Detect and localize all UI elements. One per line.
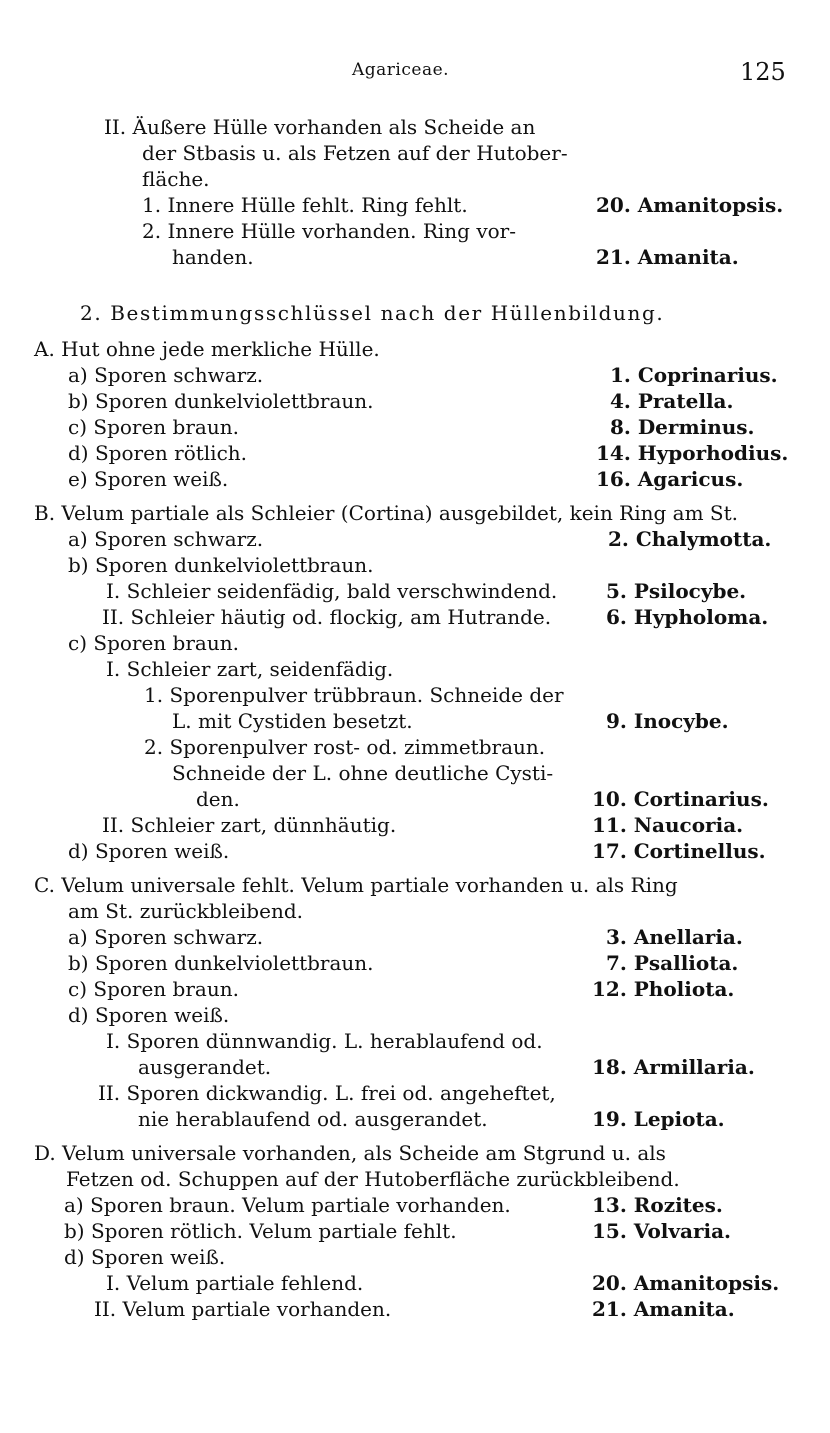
key-line: L. mit Cystiden besetzt.	[172, 709, 413, 733]
key-line: fläche.	[142, 167, 210, 191]
key-line: a) Sporen schwarz.	[68, 925, 264, 949]
key-line: a) Sporen schwarz.	[68, 527, 264, 551]
key-line: c) Sporen braun.	[68, 977, 239, 1001]
genus-name: 21. Amanita.	[596, 245, 739, 269]
genus-name: 21. Amanita.	[592, 1297, 735, 1321]
key-line: Schneide der L. ohne deutliche Cysti-	[172, 761, 554, 785]
genus-name: 15. Volvaria.	[592, 1219, 732, 1243]
key-line: 1. Innere Hülle fehlt. Ring fehlt.	[142, 193, 468, 217]
key-line: I. Velum partiale fehlend.	[106, 1271, 364, 1295]
key-line: a) Sporen braun. Velum partiale vorhanden.	[64, 1193, 511, 1217]
genus-name: 10. Cortinarius.	[592, 787, 769, 811]
genus-name: 1. Coprinarius.	[610, 363, 778, 387]
key-line: II. Schleier häutig od. flockig, am Hutrande.	[102, 605, 552, 629]
genus-name: 5. Psilocybe.	[606, 579, 747, 603]
genus-name: 3. Anellaria.	[606, 925, 743, 949]
key-line: d) Sporen weiß.	[68, 839, 230, 863]
key-line: a) Sporen schwarz.	[68, 363, 264, 387]
key-line: ausgerandet.	[138, 1055, 272, 1079]
key-line: d) Sporen weiß.	[68, 1003, 230, 1027]
key-group-d-heading: D. Velum universale vorhanden, als Scheide am Stgrund u. als	[34, 1141, 666, 1165]
genus-name: 20. Amanitopsis.	[596, 193, 784, 217]
key-line: b) Sporen dunkelviolettbraun.	[68, 951, 374, 975]
key-line: der Stbasis u. als Fetzen auf der Hutober-	[142, 141, 568, 165]
genus-name: 18. Armillaria.	[592, 1055, 755, 1079]
key-line: am St. zurückbleibend.	[68, 899, 303, 923]
key-line: e) Sporen weiß.	[68, 467, 229, 491]
genus-name: 6. Hypholoma.	[606, 605, 769, 629]
key-line: 2. Innere Hülle vorhanden. Ring vor-	[142, 219, 516, 243]
key-line: 2. Sporenpulver rost- od. zimmetbraun.	[144, 735, 546, 759]
genus-name: 7. Psalliota.	[606, 951, 739, 975]
key-line: b) Sporen dunkelviolettbraun.	[68, 389, 374, 413]
key-line: den.	[196, 787, 240, 811]
key-line: d) Sporen weiß.	[64, 1245, 226, 1269]
key-line: II. Schleier zart, dünnhäutig.	[102, 813, 397, 837]
genus-name: 2. Chalymotta.	[608, 527, 772, 551]
key-line: c) Sporen braun.	[68, 415, 239, 439]
genus-name: 19. Lepiota.	[592, 1107, 725, 1131]
page-number: 125	[740, 58, 786, 86]
genus-name: 4. Pratella.	[610, 389, 734, 413]
genus-name: 12. Pholiota.	[592, 977, 735, 1001]
genus-name: 9. Inocybe.	[606, 709, 729, 733]
key-line: b) Sporen dunkelviolettbraun.	[68, 553, 374, 577]
key-line: I. Schleier zart, seidenfädig.	[106, 657, 394, 681]
key-group-b-heading: B. Velum partiale als Schleier (Cortina) ausgebildet, kein Ring am St.	[34, 501, 739, 525]
key-line: b) Sporen rötlich. Velum partiale fehlt.	[64, 1219, 457, 1243]
genus-name: 14. Hyporhodius.	[596, 441, 789, 465]
key-line: I. Sporen dünnwandig. L. herablaufend od.	[106, 1029, 543, 1053]
key-line: 1. Sporenpulver trübbraun. Schneide der	[144, 683, 564, 707]
running-header-title: Agariceae.	[352, 60, 450, 80]
key-group-a-heading: A. Hut ohne jede merkliche Hülle.	[34, 337, 380, 361]
key-line: nie herablaufend od. ausgerandet.	[138, 1107, 488, 1131]
genus-name: 20. Amanitopsis.	[592, 1271, 780, 1295]
key-line: handen.	[172, 245, 254, 269]
genus-name: 17. Cortinellus.	[592, 839, 766, 863]
key-group-c-heading: C. Velum universale fehlt. Velum partiale vorhanden u. als Ring	[34, 873, 678, 897]
genus-name: 11. Naucoria.	[592, 813, 744, 837]
genus-name: 16. Agaricus.	[596, 467, 744, 491]
key-line: II. Sporen dickwandig. L. frei od. angeheftet,	[98, 1081, 556, 1105]
genus-name: 8. Derminus.	[610, 415, 755, 439]
key-line: II. Velum partiale vorhanden.	[94, 1297, 392, 1321]
genus-name: 13. Rozites.	[592, 1193, 723, 1217]
key-line: Fetzen od. Schuppen auf der Hutoberfläche zurückbleibend.	[66, 1167, 680, 1191]
section-heading: 2. Bestimmungsschlüssel nach der Hüllenbildung.	[80, 301, 665, 325]
key-line: d) Sporen rötlich.	[68, 441, 248, 465]
key-line: II. Äußere Hülle vorhanden als Scheide an	[104, 115, 536, 139]
key-line: I. Schleier seidenfädig, bald verschwindend.	[106, 579, 558, 603]
key-line: c) Sporen braun.	[68, 631, 239, 655]
